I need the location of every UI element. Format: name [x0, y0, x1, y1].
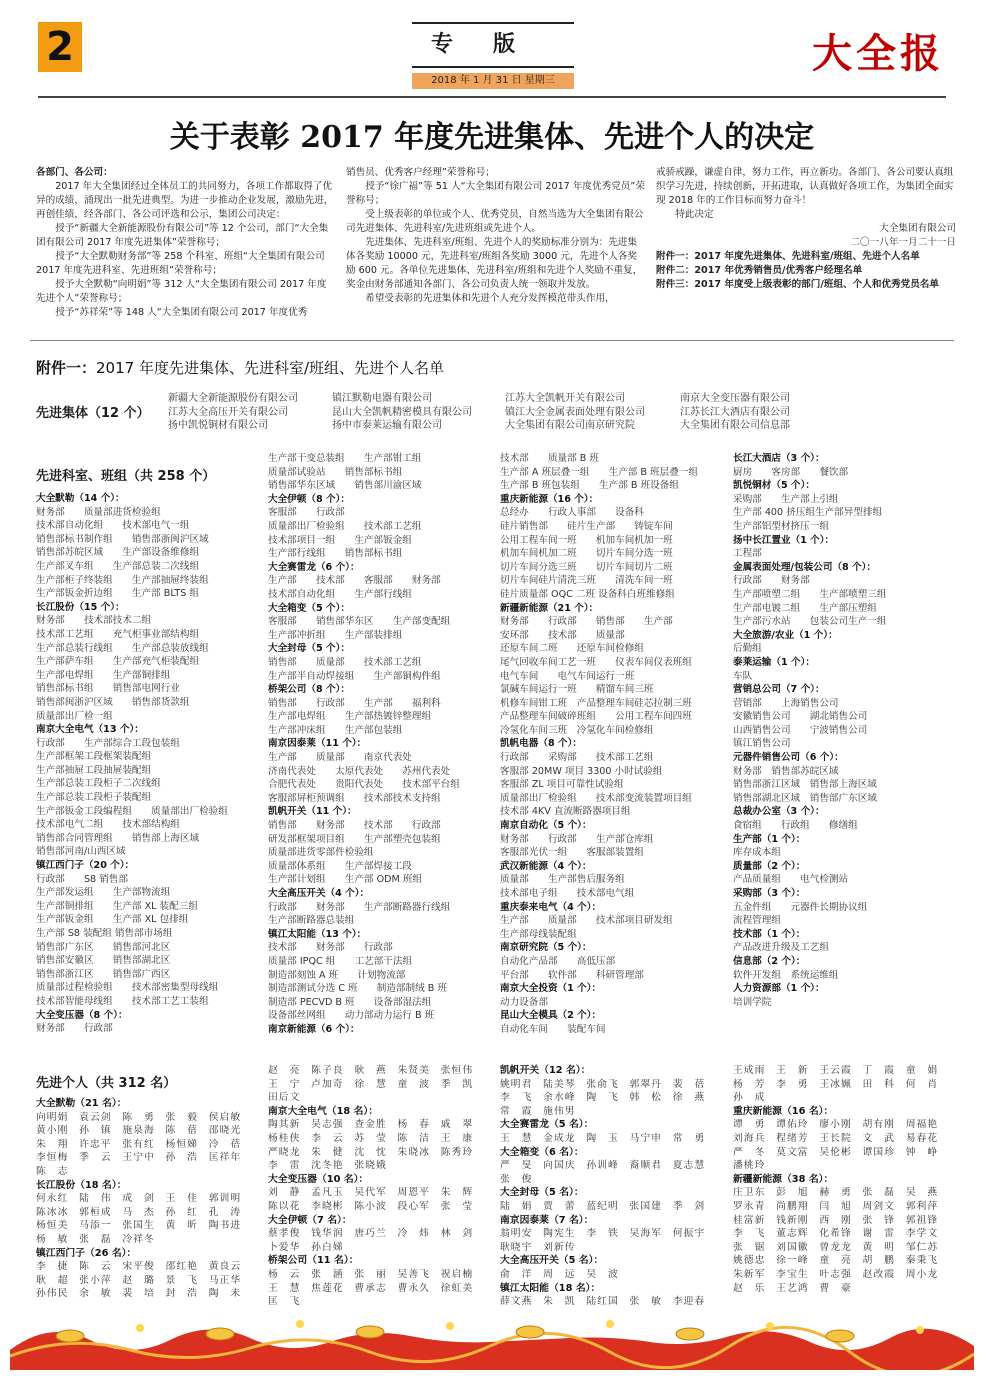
list-line: 技术部 财务部 行政部	[268, 942, 393, 954]
intro-paragraph: 附件三：2017 年度受上级表彰的部门/班组、个人和优秀党员名单	[656, 279, 939, 290]
list-line: 李 雷 沈冬艳 张晓娥	[268, 1160, 387, 1172]
list-line: 耿晓宇 刘新传	[500, 1241, 576, 1253]
list-line: 山西销售公司 宁波销售公司	[733, 724, 868, 736]
list-line: 质量部 IPQC 组 工艺部干法组	[268, 955, 413, 967]
list-line: 技术部自动化组 技术部电气一组	[36, 520, 190, 532]
list-line: 产品质量组 电气检测站	[733, 874, 849, 886]
group-heading: 大全伊顿（8 个）：	[268, 493, 350, 505]
list-line: 赵 乐 王艺鸿 曹 豪	[733, 1282, 852, 1294]
collective-column	[505, 392, 645, 433]
list-line: 客服部 销售部华东区 生产部变配组	[268, 616, 451, 628]
list-line: 生产部冲折组 生产部装排组	[268, 629, 403, 641]
group-heading: 大全箱变（6 名）：	[500, 1146, 584, 1158]
list-line: 行政部 财务部	[733, 575, 810, 587]
group-heading: 大全高压开关（4 个）：	[268, 888, 370, 899]
collective-item: 江苏大全凯帆开关有限公司	[505, 393, 625, 404]
list-line: 技术部 4KV 直流断路器项目组	[500, 806, 631, 818]
collective-item: 南京大全变压器有限公司	[680, 393, 790, 404]
list-line: 生产部喷塑二组 生产部喷塑三组	[733, 588, 887, 600]
collective-item: 扬中市泰莱运输有限公司	[332, 420, 442, 431]
list-line: 电气车间 电气车间运行一班	[500, 670, 635, 682]
group-heading: 重庆新能源（16 个）：	[500, 493, 599, 505]
list-line: 硅片销售部 硅片生产部 铸锭车间	[500, 520, 673, 532]
collective-column	[680, 392, 790, 433]
list-line: 制造部刻蚀 A 班 计划物流部	[268, 969, 406, 981]
group-heading: 采购部（3 个）：	[733, 888, 806, 899]
list-line: 刘海兵 程绪芳 王长院 文 武 易春花	[733, 1132, 939, 1144]
list-line: 生产部污水站 包装公司生产一组	[733, 616, 887, 628]
list-line: 厨房 客房部 餐饮部	[733, 466, 849, 478]
list-line: 营销部 上海销售公司	[733, 697, 839, 709]
list-line: 技术部电子组 技术部电气组	[500, 888, 635, 899]
list-line: 技术部电气二组 技术部结构组	[36, 819, 180, 831]
list-line: 生产部萨车组 生产部充气柜装配组	[36, 656, 200, 668]
list-line: 生产部计划组 生产部 ODM 班组	[268, 874, 423, 886]
list-line: 平台部 软件部 科研管理部	[500, 969, 644, 981]
list-line: 自动化车间 装配车间	[500, 1023, 606, 1035]
group-heading: 镇江太阳能（13 个）：	[268, 928, 367, 940]
list-line: 机加车间机加二班 切片车间分选一班	[500, 548, 673, 560]
collective-item: 大全集团有限公司南京研究院	[505, 420, 635, 431]
list-line: 庄卫东 彭 旭 赫 勇 张 磊 吴 燕	[733, 1187, 939, 1199]
list-line: 质量部试验站 销售部标书组	[268, 466, 403, 478]
list-line: 生产部总装工段柜子二次线组	[36, 778, 161, 790]
group-heading: 元器件销售公司（6 个）：	[733, 752, 844, 764]
group-heading: 大全变压器（8 个）：	[36, 1009, 128, 1021]
list-line: 质量部过程检验组 技术部密集型母线组	[36, 982, 219, 994]
dept-label: 先进科室、班组（共 258 个）	[36, 469, 216, 484]
person-label: 先进个人（共 312 名）	[36, 1076, 177, 1091]
list-line: 生产部 质量部 南京代表处	[268, 752, 412, 764]
group-heading: 大全赛雷龙（5 名）：	[500, 1119, 594, 1131]
list-line: 生产部叉车组 生产部总装二次线组	[36, 560, 200, 572]
list-line: 罗永青 尚鹏翔 闫 旭 周剑文 郭利萍	[733, 1200, 939, 1212]
group-heading: 镇江西门子（20 个）：	[36, 860, 135, 872]
list-line: 严 旻 向国庆 孙训峰 裔顺君 夏志慧	[500, 1160, 706, 1172]
list-line: 生产部断路器总装组	[268, 915, 355, 927]
list-line: 五金件组 元器件长期协议组	[733, 901, 868, 913]
list-line: 销售部 财务部 技术部 行政部	[268, 820, 441, 832]
group-heading: 南京大全电气（13 个）：	[36, 724, 144, 736]
list-line: 销售部湖北区域 销售部广东区域	[733, 792, 877, 804]
intro-column-1	[36, 166, 336, 320]
list-line: 销售部苏皖区域 生产部设备维修组	[36, 547, 200, 559]
list-line: 生产部总装行线组 生产部总装放线组	[36, 642, 209, 654]
list-line: 总经办 行政人事部 设备科	[500, 507, 644, 519]
list-line: 切片车间分选三班 切片车间切片二班	[500, 561, 673, 573]
list-line: 生产部钣金折边组 生产部 BLTS 组	[36, 588, 199, 600]
list-line: 蔡孝俊 钱华润 唐巧兰 冷 炜 林 剑	[268, 1228, 474, 1240]
list-line: 生产部母线装配组	[500, 928, 577, 940]
list-line: 王成雨 王 新 王云霞 丁 霞 童 娟	[733, 1065, 939, 1076]
list-line: 销售部浙江区域 销售部上海区域	[733, 779, 877, 791]
intro-paragraph: 授予“新疆大全新能源股份有限公司”等 12 个公司，部门“大全集团有限公司 2017 年度先进集体”荣誉称号；	[36, 223, 329, 248]
intro-paragraph: 销售员、优秀客户经理”荣誉称号；	[346, 167, 495, 178]
collective-label: 先进集体（12 个）	[36, 406, 150, 421]
group-heading: 金属表面处理/包装公司（8 个）：	[733, 561, 877, 573]
list-line: 财务部 销售部苏皖区域	[733, 765, 839, 777]
list-line: 黄小刚 孙 镇 施泉海 陈 蓓 邵晓光	[36, 1125, 242, 1137]
list-line: 销售部合同管理组 销售部上海区域	[36, 832, 200, 844]
group-heading: 重庆新能源（16 名）：	[733, 1105, 834, 1117]
issue-date: 2018 年 1 月 31 日 星期三	[412, 73, 574, 89]
list-line: 客服部 ZL 项目可靠性试验组	[500, 779, 624, 791]
list-line: 生产部行线组 销售部标书组	[268, 548, 403, 560]
group-heading: 南京研究院（5 个）：	[500, 942, 592, 954]
list-line: 行政部 财务部 生产部断路器行线组	[268, 901, 451, 913]
list-line: 冷氢化车间三班 冷氢化车间检修组	[500, 724, 654, 736]
list-line: 技术部智能母线组 技术部工艺工装组	[36, 995, 209, 1007]
collective-item: 江苏大全高压开关有限公司	[168, 406, 288, 418]
collective-item: 昆山大全凯帆精密模具有限公司	[332, 406, 472, 418]
list-line: 杨恒美 马添一 张国生 黄 昕 陶书进	[36, 1220, 242, 1232]
list-line: 财务部 行政部	[36, 1023, 113, 1035]
list-line: 质量部出厂检验组 技术部变流装置项目组	[500, 792, 692, 804]
intro-paragraph: 希望受表彰的先进集体和先进个人充分发挥模范带头作用，	[365, 293, 615, 304]
intro-column-3	[656, 166, 956, 292]
list-line: 杨 芳 李 勇 王冰姵 田 科 何 肖	[733, 1078, 939, 1090]
collective-item: 江苏长江大酒店有限公司	[680, 406, 790, 418]
list-line: 工程部	[733, 548, 762, 560]
group-heading: 大全默勒（14 个）：	[36, 493, 125, 504]
list-line: 匡 飞	[268, 1296, 301, 1308]
list-line: 质量部出厂检一组	[36, 710, 113, 722]
list-line: 薛文燕 朱 凯 陆红国 张 敏 李迎春	[500, 1296, 706, 1308]
group-heading: 质量部（2 个）：	[733, 860, 806, 872]
list-line: 技术部工艺组 充气柜事业部结构组	[36, 628, 200, 640]
list-line: 向明娟 袁云剑 陈 勇 张 毅 侯启敏	[36, 1111, 242, 1123]
list-line: 姚明君 陆美琴 张俞飞 郭翠丹 裴 蓓	[500, 1078, 706, 1090]
intro-paragraph: 二〇一八年一月二十一日	[850, 237, 956, 248]
group-heading: 桥架公司（11 名）：	[268, 1255, 359, 1267]
list-line: 安徽销售公司 湖北销售公司	[733, 711, 868, 723]
list-line: 自动化产品部 高低压部	[500, 955, 616, 967]
list-line: 软件开发组 系统运维组	[733, 969, 839, 981]
list-line: 朱 翔 许忠平 张有红 杨恒娣 冷 蓓	[36, 1138, 242, 1150]
group-heading: 大全箱变（5 个）：	[268, 602, 350, 614]
group-heading: 大全变压器（10 名）：	[268, 1173, 369, 1185]
attachment-title	[36, 357, 444, 378]
group-heading: 长江股份（18 名）：	[36, 1179, 127, 1191]
list-line: 朱新军 李宝生 叶志强 赵改霞 周小龙	[733, 1268, 939, 1280]
group-heading: 南京大全投资（1 个）：	[500, 983, 602, 995]
intro-paragraph: 授予大全默勒“向明娟”等 312 人“大全集团有限公司 2017 年度先进个人”荣誉称号；	[36, 279, 327, 304]
list-line: 李 飞 董志辉 化希锋 谢 雷 李学文	[733, 1228, 939, 1240]
list-line: 李 捷 陈 云 宋平俊 邵红艳 黄良云	[36, 1261, 242, 1273]
list-line: 生产部 技术部 客服部 财务部	[268, 575, 441, 587]
header-rule	[38, 96, 946, 98]
list-line: 技术部项目一组 生产部钣金组	[268, 534, 412, 546]
attachment-title-prefix: 附件一：	[36, 359, 97, 377]
group-heading: 新疆新能源（21 个）：	[500, 602, 599, 614]
list-line: 质量部出厂检验组 技术部工艺组	[268, 520, 422, 532]
list-line: 陶其新 吴志强 查金胜 杨 春 戚 翠	[268, 1119, 474, 1131]
list-line: 采购部 生产部上引组	[733, 493, 839, 505]
group-heading: 重庆泰来电气（4 个）：	[500, 901, 602, 913]
list-line: 翁明安 陶宪生 李 铁 吴海军 何振宇	[500, 1228, 706, 1240]
intro-column-2	[346, 166, 646, 306]
list-line: 硅片质量部 OQC 二班 设备科白班维修组	[500, 588, 675, 600]
group-heading: 信息部（2 个）：	[733, 955, 806, 967]
group-heading: 生产部（1 个）：	[733, 833, 806, 845]
list-line: 陈以花 李晓彬 陈小波 段心军 张 莹	[268, 1200, 474, 1212]
group-heading: 南京大全电气（18 名）：	[268, 1105, 379, 1117]
list-line: 制造部 PECVD B 班 设备部湿法组	[268, 996, 432, 1008]
list-line: 合肥代表处 贵阳代表处 技术部平台组	[268, 779, 460, 791]
collective-item: 新疆大全新能源股份有限公司	[168, 393, 298, 404]
intro-paragraph: 附件二：2017 年优秀销售员/优秀客户经理名单	[656, 265, 863, 276]
collective-column	[332, 392, 472, 433]
list-line: 严晓龙 朱 健 沈 忱 朱晓冰 陈秀玲	[268, 1146, 474, 1158]
group-heading: 南京因泰莱（11 个）：	[268, 738, 367, 750]
list-line: 生产部钣金工段编程组 质量部出厂检验组	[36, 805, 228, 817]
list-line: 尾气回收车间工艺一班 仪表车间仪表班组	[500, 656, 692, 668]
list-line: 财务部 技术部技术二组	[36, 615, 152, 627]
list-line: 后勤组	[733, 643, 762, 655]
list-line: 氯碱车间运行一班 精馏车间三班	[500, 684, 654, 696]
list-line: 陈 志	[36, 1165, 69, 1177]
list-line: 还原车间二班 还原车间检修组	[500, 643, 644, 655]
list-line: 陆 娟 贾 蕾 蓝纪明 张国建 季 剑	[500, 1200, 706, 1212]
section-title: 专版	[412, 22, 574, 68]
list-line: 切片车间硅片清洗三班 清洗车间一班	[500, 575, 673, 587]
list-line: 李 飞 余水峰 陶 飞 韩 松 徐 燕	[500, 1092, 706, 1104]
intro-paragraph: 戒骄戒躁，谦虚自律，努力工作，再立新功。各部门、各公司要认真组织学习先进，持续创新，开拓进取，认真做好各项工作，为集团全面实现 2018 年的工作目标而努力奋斗！	[656, 167, 954, 206]
list-line: 技术部自动化组 生产部行线组	[268, 588, 412, 600]
list-line: 公用工程车间一班 机加车间机加一班	[500, 534, 673, 546]
group-heading: 武汉新能源（4 个）：	[500, 860, 592, 872]
list-line: 生产部 400 挤压组生产部异型排组	[733, 507, 883, 519]
list-line: 济南代表处 太原代表处 苏州代表处	[268, 765, 451, 777]
list-line: 生产部抽屉工段抽屉装配组	[36, 764, 152, 776]
group-heading: 大全伊顿（7 名）：	[268, 1214, 352, 1226]
group-heading: 南京因泰莱（7 名）：	[500, 1214, 594, 1226]
group-heading: 长江股份（15 个）：	[36, 601, 125, 613]
list-line: 孙 成	[733, 1092, 766, 1104]
group-heading: 人力资源部（1 个）：	[733, 983, 825, 995]
list-line: 生产部柜子终装组 生产部抽屉终装组	[36, 574, 209, 586]
group-heading: 镇江太阳能（18 名）：	[500, 1282, 601, 1294]
list-line: 产品整理车间破碎班组 公用工程车间四班	[500, 711, 692, 723]
group-heading: 大全封母（5 名）：	[500, 1187, 584, 1199]
collective-item: 镇江默勒电器有限公司	[332, 393, 432, 404]
list-line: 生产部铝型材挤压一组	[733, 520, 829, 532]
list-line: 杨 云 张 涵 张 丽 吴善飞 祝启楠	[268, 1268, 474, 1280]
list-line: 潘桃玲	[733, 1160, 766, 1172]
list-line: 生产部 A 班层叠一组 生产部 B 班层叠一组	[500, 466, 699, 478]
page-number: 2	[38, 22, 82, 72]
group-heading: 技术部（1 个）：	[733, 928, 806, 940]
intro-paragraph: 授予“大全默勒财务部”等 258 个科室、班组“大全集团有限公司 2017 年度先进科室、先进班组”荣誉称号；	[36, 251, 325, 276]
section-divider	[30, 340, 954, 341]
list-line: 杨 敏 张 磊 冷祥冬	[36, 1233, 155, 1245]
list-line: 质量部 生产部售后服务组	[500, 874, 625, 886]
decorative-footer-banner	[10, 1310, 974, 1370]
dept-column	[733, 452, 887, 1009]
list-line: 田后文	[268, 1092, 301, 1104]
list-line: 陈冰冰 郭桓成 马 杰 孙 红 孔 涛	[36, 1206, 242, 1218]
list-line: 俞 洋 周 远 吴 波	[500, 1268, 619, 1280]
group-heading: 新疆新能源（38 名）：	[733, 1173, 834, 1185]
list-line: 生产部半自动焊接组 生产部铜构件组	[268, 670, 441, 682]
list-line: 张 俊	[500, 1173, 533, 1185]
intro-paragraph: 受上级表彰的单位或个人、优秀党员，自然当选为大全集团有限公司先进集体、先进科室/先进班组或先进个人。	[346, 209, 644, 234]
list-line: 生产部总装工段柜子装配组	[36, 792, 152, 804]
list-line: 生产部电焊组 生产部热镀锌整理组	[268, 711, 432, 723]
list-line: 何永红 陆 伟 成 剑 王 佳 郭训明	[36, 1193, 242, 1205]
group-heading: 总裁办公室（3 个）：	[733, 806, 825, 818]
intro-paragraph: 先进集体、先进科室/班组、先进个人的奖励标准分别为：先进集体各奖励 10000 元，先进科室/班组各奖励 3000 元，先进个人各奖励 600 元。各单位先进集体、先进科室/班组和先进个人奖励不重复，奖金由财务部通知各部门、各公司负责人统一领取并发放。	[346, 237, 643, 290]
dept-column	[36, 492, 228, 1036]
list-line: 质量部进货零部件检验组	[268, 847, 374, 859]
list-line: 设备部丝网组 动力部动力运行 B 班	[268, 1010, 435, 1022]
list-line: 动力设备部	[500, 996, 548, 1008]
list-line: 镇江销售公司	[733, 738, 791, 750]
person-column	[500, 1064, 705, 1309]
newspaper-brand: 大全报	[812, 30, 944, 77]
list-line: 王 慧 金成龙 陶 玉 马宁申 常 勇	[500, 1132, 706, 1144]
list-line: 技术部 质量部 B 班	[500, 453, 600, 464]
dept-column	[268, 452, 460, 1037]
list-line: 销售部安徽区 销售部湖北区	[36, 955, 171, 967]
list-line: 孙伟民 余 敏 裴 培 封 浩 陶 未	[36, 1288, 242, 1300]
list-line: 财务部 质量部进货检验组	[36, 506, 161, 518]
list-line: 桂富新 钱新刚 西 刚 张 锋 郭祖锋	[733, 1214, 939, 1226]
group-heading: 大全旅游/农业（1 个）：	[733, 629, 838, 641]
group-heading: 南京自动化（5 个）：	[500, 820, 592, 832]
list-line: 流程管理组	[733, 915, 781, 927]
list-line: 王 宁 卢加奇 徐 慧 童 波 季 凯	[268, 1078, 474, 1090]
group-heading: 凯悦铜材（5 个）：	[733, 480, 815, 492]
list-line: 车队	[733, 670, 753, 682]
list-line: 客服部屏柜预调组 技术部技术支持组	[268, 792, 441, 804]
collective-item: 扬中凯悦铜材有限公司	[168, 420, 268, 431]
list-line: 客服部光伏一组 客服部装置组	[500, 847, 644, 859]
list-line: 销售部标书制作组 销售部浙闽沪区域	[36, 533, 209, 545]
group-heading: 大全默勒（21 名）：	[36, 1098, 127, 1109]
attachment-title-text: 2017 年度先进集体、先进科室/班组、先进个人名单	[96, 359, 445, 377]
list-line: 质量部体系组 生产部焊接工段	[268, 860, 412, 872]
list-line: 谭 勇 谭佑玲 廖小刚 胡有刚 周福艳	[733, 1119, 939, 1131]
list-line: 销售部河南/山西区域	[36, 846, 126, 858]
collective-column	[168, 392, 298, 433]
list-line: 耿 超 张小萍 赵 璐 景 飞 马正华	[36, 1274, 242, 1286]
intro-paragraph: 特此决定	[675, 209, 714, 220]
list-line: 销售部浙江区 销售部广西区	[36, 968, 171, 980]
list-line: 生产部钣金组 生产部 XL 包排组	[36, 914, 189, 926]
list-line: 姚德忠 徐一峰 童 亮 胡 鹏 秦秉飞	[733, 1255, 939, 1267]
intro-paragraph: 大全集团有限公司	[879, 223, 956, 234]
list-line: 财务部 行政部 生产部仓库组	[500, 833, 654, 845]
list-line: 严 冬 莫文富 吴伦彬 谭国珍 钟 峥	[733, 1146, 939, 1158]
dept-column	[500, 452, 698, 1037]
group-heading: 扬中长江置业（1 个）：	[733, 534, 835, 546]
article-title: 关于表彰 2017 年度先进集体、先进个人的决定	[169, 120, 815, 155]
list-line: 库存成本组	[733, 847, 781, 859]
group-heading: 大全赛雷龙（6 个）：	[268, 561, 360, 573]
person-column	[36, 1097, 241, 1301]
group-heading: 桥架公司（8 个）：	[268, 684, 350, 696]
list-line: 生产部 B 班包装组 生产部 B 班设备组	[500, 480, 679, 492]
list-line: 制造部测试分选 C 班 制造部制绒 B 班	[268, 983, 447, 995]
group-heading: 镇江西门子（26 名）：	[36, 1247, 137, 1259]
list-line: 杨桂侠 李 云 苏 莹 陈 洁 王 康	[268, 1132, 474, 1144]
list-line: 生产部发运组 生产部物流组	[36, 887, 171, 899]
list-line: 生产部冲床组 生产部包装组	[268, 724, 403, 736]
list-line: 机修车间钳工班 产品整理车间硅芯拉制三班	[500, 697, 692, 709]
group-heading: 昆山大全模具（2 个）：	[500, 1010, 602, 1022]
list-line: 卜爱华 孙白娣	[268, 1241, 344, 1253]
group-heading: 大全高压开关（5 名）：	[500, 1255, 604, 1267]
group-heading: 长江大酒店（3 个）：	[733, 453, 825, 464]
group-heading: 凯帆电器（8 个）：	[500, 738, 582, 750]
list-line: 生产部铜排组 生产部 XL 装配三组	[36, 900, 198, 912]
list-line: 张 锯 刘国徽 曾龙龙 黄 明 邹仁苏	[733, 1241, 939, 1253]
list-line: 生产部干变总装组 生产部钳工组	[268, 453, 422, 464]
group-heading: 营销总公司（7 个）：	[733, 684, 825, 696]
list-line: 安环部 技术部 质量部	[500, 629, 625, 641]
list-line: 行政部 S8 销售部	[36, 873, 128, 885]
list-line: 刘 静 孟凡玉 吴代军 周恩平 朱 辉	[268, 1187, 474, 1199]
list-line: 行政部 生产部综合工段包装组	[36, 737, 180, 749]
list-line: 生产部 质量部 技术部项目研发组	[500, 915, 673, 927]
collective-item: 镇江大全金属表面处理有限公司	[505, 406, 645, 418]
group-heading: 泰莱运输（1 个）：	[733, 656, 815, 668]
list-line: 常 霞 施伟男	[500, 1105, 576, 1117]
list-line: 王 慧 焦莲花 曹承志 曹永久 徐虹美	[268, 1282, 474, 1294]
intro-paragraph: 各部门、各公司：	[36, 167, 113, 178]
list-line: 产品改进升级及工艺组	[733, 942, 829, 954]
list-line: 赵 亮 陈子良 耿 燕 朱贤美 张恒伟	[268, 1065, 474, 1076]
list-line: 销售部广东区 销售部河北区	[36, 941, 171, 953]
list-line: 客服部 行政部	[268, 507, 345, 519]
intro-paragraph: 授予“徐广福”等 51 人“大全集团有限公司 2017 年度优秀党员”荣誉称号；	[346, 181, 645, 206]
list-line: 食宿组 行政组 修缮组	[733, 820, 858, 832]
list-line: 李恒梅 季 云 王宁中 孙 浩 匡祥年	[36, 1152, 242, 1164]
list-line: 销售部 行政部 生产部 福利科	[268, 697, 441, 709]
list-line: 生产部框架工段框架装配组	[36, 751, 152, 763]
group-heading: 大全封母（5 个）：	[268, 643, 350, 655]
list-line: 生产部 S8 装配组 销售部市场组	[36, 928, 173, 939]
list-line: 生产部电镀二组 生产部压塑组	[733, 602, 877, 614]
person-column	[268, 1064, 473, 1309]
list-line: 培训学院	[733, 996, 772, 1008]
intro-paragraph: 2017 年大全集团经过全体员工的共同努力，各项工作都取得了优异的成绩，涌现出一批先进典型。为进一步推动企业发展，激励先进，再创佳绩，经各部门、各公司评选和公示，集团公司决定：	[36, 181, 334, 220]
group-heading: 凯帆开关（12 名）：	[500, 1065, 591, 1076]
list-line: 销售部华东区域 销售部川渝区域	[268, 480, 422, 492]
group-heading: 凯帆开关（11 个）：	[268, 806, 357, 818]
list-line: 生产部电焊组 生产部铜排组	[36, 669, 171, 681]
intro-paragraph: 附件一：2017 年度先进集体、先进科室/班组、先进个人名单	[656, 251, 920, 262]
collective-item: 大全集团有限公司信息部	[680, 420, 790, 431]
intro-paragraph: 授予“苏祥荣”等 148 人“大全集团有限公司 2017 年度优秀	[55, 307, 308, 318]
list-line: 财务部 行政部 销售部 生产部	[500, 616, 673, 628]
list-line: 行政部 采购部 技术部工艺组	[500, 752, 654, 764]
group-heading: 南京新能源（6 个）：	[268, 1023, 360, 1035]
list-line: 销售部 质量部 技术部工艺组	[268, 656, 422, 668]
person-column	[733, 1064, 938, 1295]
list-line: 销售部闽浙沪区域 销售部货款组	[36, 696, 190, 708]
list-line: 研发部框架项目组 生产部塑壳包装组	[268, 833, 441, 845]
list-line: 销售部标书组 销售部电网行业	[36, 683, 180, 695]
list-line: 客服部 20MW 项目 3300 小时试验组	[500, 765, 663, 777]
